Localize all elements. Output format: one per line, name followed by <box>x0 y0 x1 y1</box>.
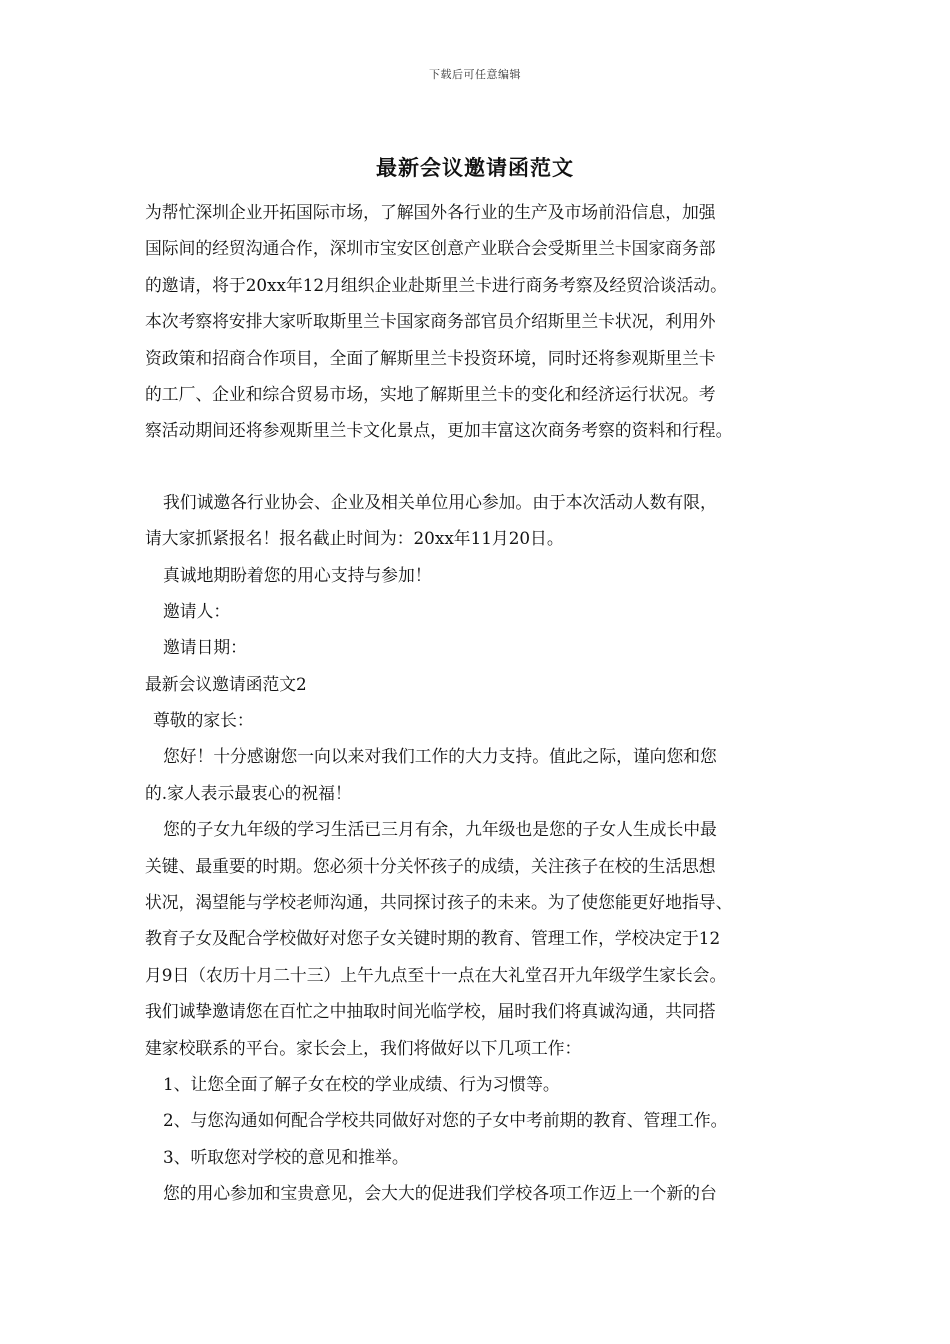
paragraph-line: 状况，渴望能与学校老师沟通，共同探讨孩子的未来。为了使您能更好地指导、 <box>145 892 733 913</box>
paragraph-line: 察活动期间还将参观斯里兰卡文化景点，更加丰富这次商务考察的资料和行程。 <box>145 420 733 441</box>
paragraph-line: 我们诚挚邀请您在百忙之中抽取时间光临学校，届时我们将真诚沟通，共同搭 <box>145 1001 716 1022</box>
list-item: 2、与您沟通如何配合学校共同做好对您的子女中考前期的教育、管理工作。 <box>163 1110 728 1131</box>
paragraph-line: 国际间的经贸沟通合作，深圳市宝安区创意产业联合会受斯里兰卡国家商务部 <box>145 238 716 259</box>
paragraph-gap <box>145 449 815 484</box>
document-title: 最新会议邀请函范文 <box>376 155 574 180</box>
list-item: 1、让您全面了解子女在校的学业成绩、行为习惯等。 <box>163 1073 560 1094</box>
paragraph-line: 月9日（农历十月二十三）上午九点至十一点在大礼堂召开九年级学生家长会。 <box>145 964 727 985</box>
paragraph-line: 的邀请，将于20xx年12月组织企业赴斯里兰卡进行商务考察及经贸洽谈活动。 <box>145 274 727 295</box>
paragraph-line: 真诚地期盼着您的用心支持与参加！ <box>163 564 432 585</box>
invite-date-label: 邀请日期： <box>163 637 247 658</box>
paragraph-line: 请大家抓紧报名！报名截止时间为：20xx年11月20日。 <box>145 528 564 549</box>
section-heading: 最新会议邀请函范文2 <box>145 673 307 694</box>
paragraph-line: 的工厂、企业和综合贸易市场，实地了解斯里兰卡的变化和经济运行状况。考 <box>145 383 716 404</box>
paragraph-line: 您的子女九年级的学习生活已三月有余，九年级也是您的子女人生成长中最 <box>163 819 717 840</box>
paragraph-line: 为帮忙深圳企业开拓国际市场，了解国外各行业的生产及市场前沿信息，加强 <box>145 202 716 222</box>
header-note: 下载后可任意编辑 <box>429 68 521 81</box>
inviter-label: 邀请人： <box>163 600 231 621</box>
paragraph-line: 资政策和招商合作项目，全面了解斯里兰卡投资环境，同时还将参观斯里兰卡 <box>145 347 716 368</box>
list-item: 3、听取您对学校的意见和推举。 <box>163 1146 409 1167</box>
paragraph-line: 建家校联系的平台。家长会上，我们将做好以下几项工作： <box>145 1037 582 1058</box>
paragraph-line: 本次考察将安排大家听取斯里兰卡国家商务部官员介绍斯里兰卡状况，利用外 <box>145 311 716 332</box>
salutation: 尊敬的家长： <box>153 710 254 731</box>
paragraph-line: 教育子女及配合学校做好对您子女关键时期的教育、管理工作，学校决定于12 <box>145 928 721 949</box>
paragraph-line: 您的用心参加和宝贵意见，会大大的促进我们学校各项工作迈上一个新的台 <box>163 1183 717 1204</box>
paragraph-line: 的.家人表示最衷心的祝福！ <box>145 782 352 803</box>
paragraph-line: 关键、最重要的时期。您必须十分关怀孩子的成绩，关注孩子在校的生活思想 <box>145 855 716 876</box>
document-body <box>145 194 815 1212</box>
paragraph-line: 您好！十分感谢您一向以来对我们工作的大力支持。值此之际，谨向您和您 <box>163 746 717 767</box>
paragraph-line: 我们诚邀各行业协会、企业及相关单位用心参加。由于本次活动人数有限， <box>163 491 717 512</box>
